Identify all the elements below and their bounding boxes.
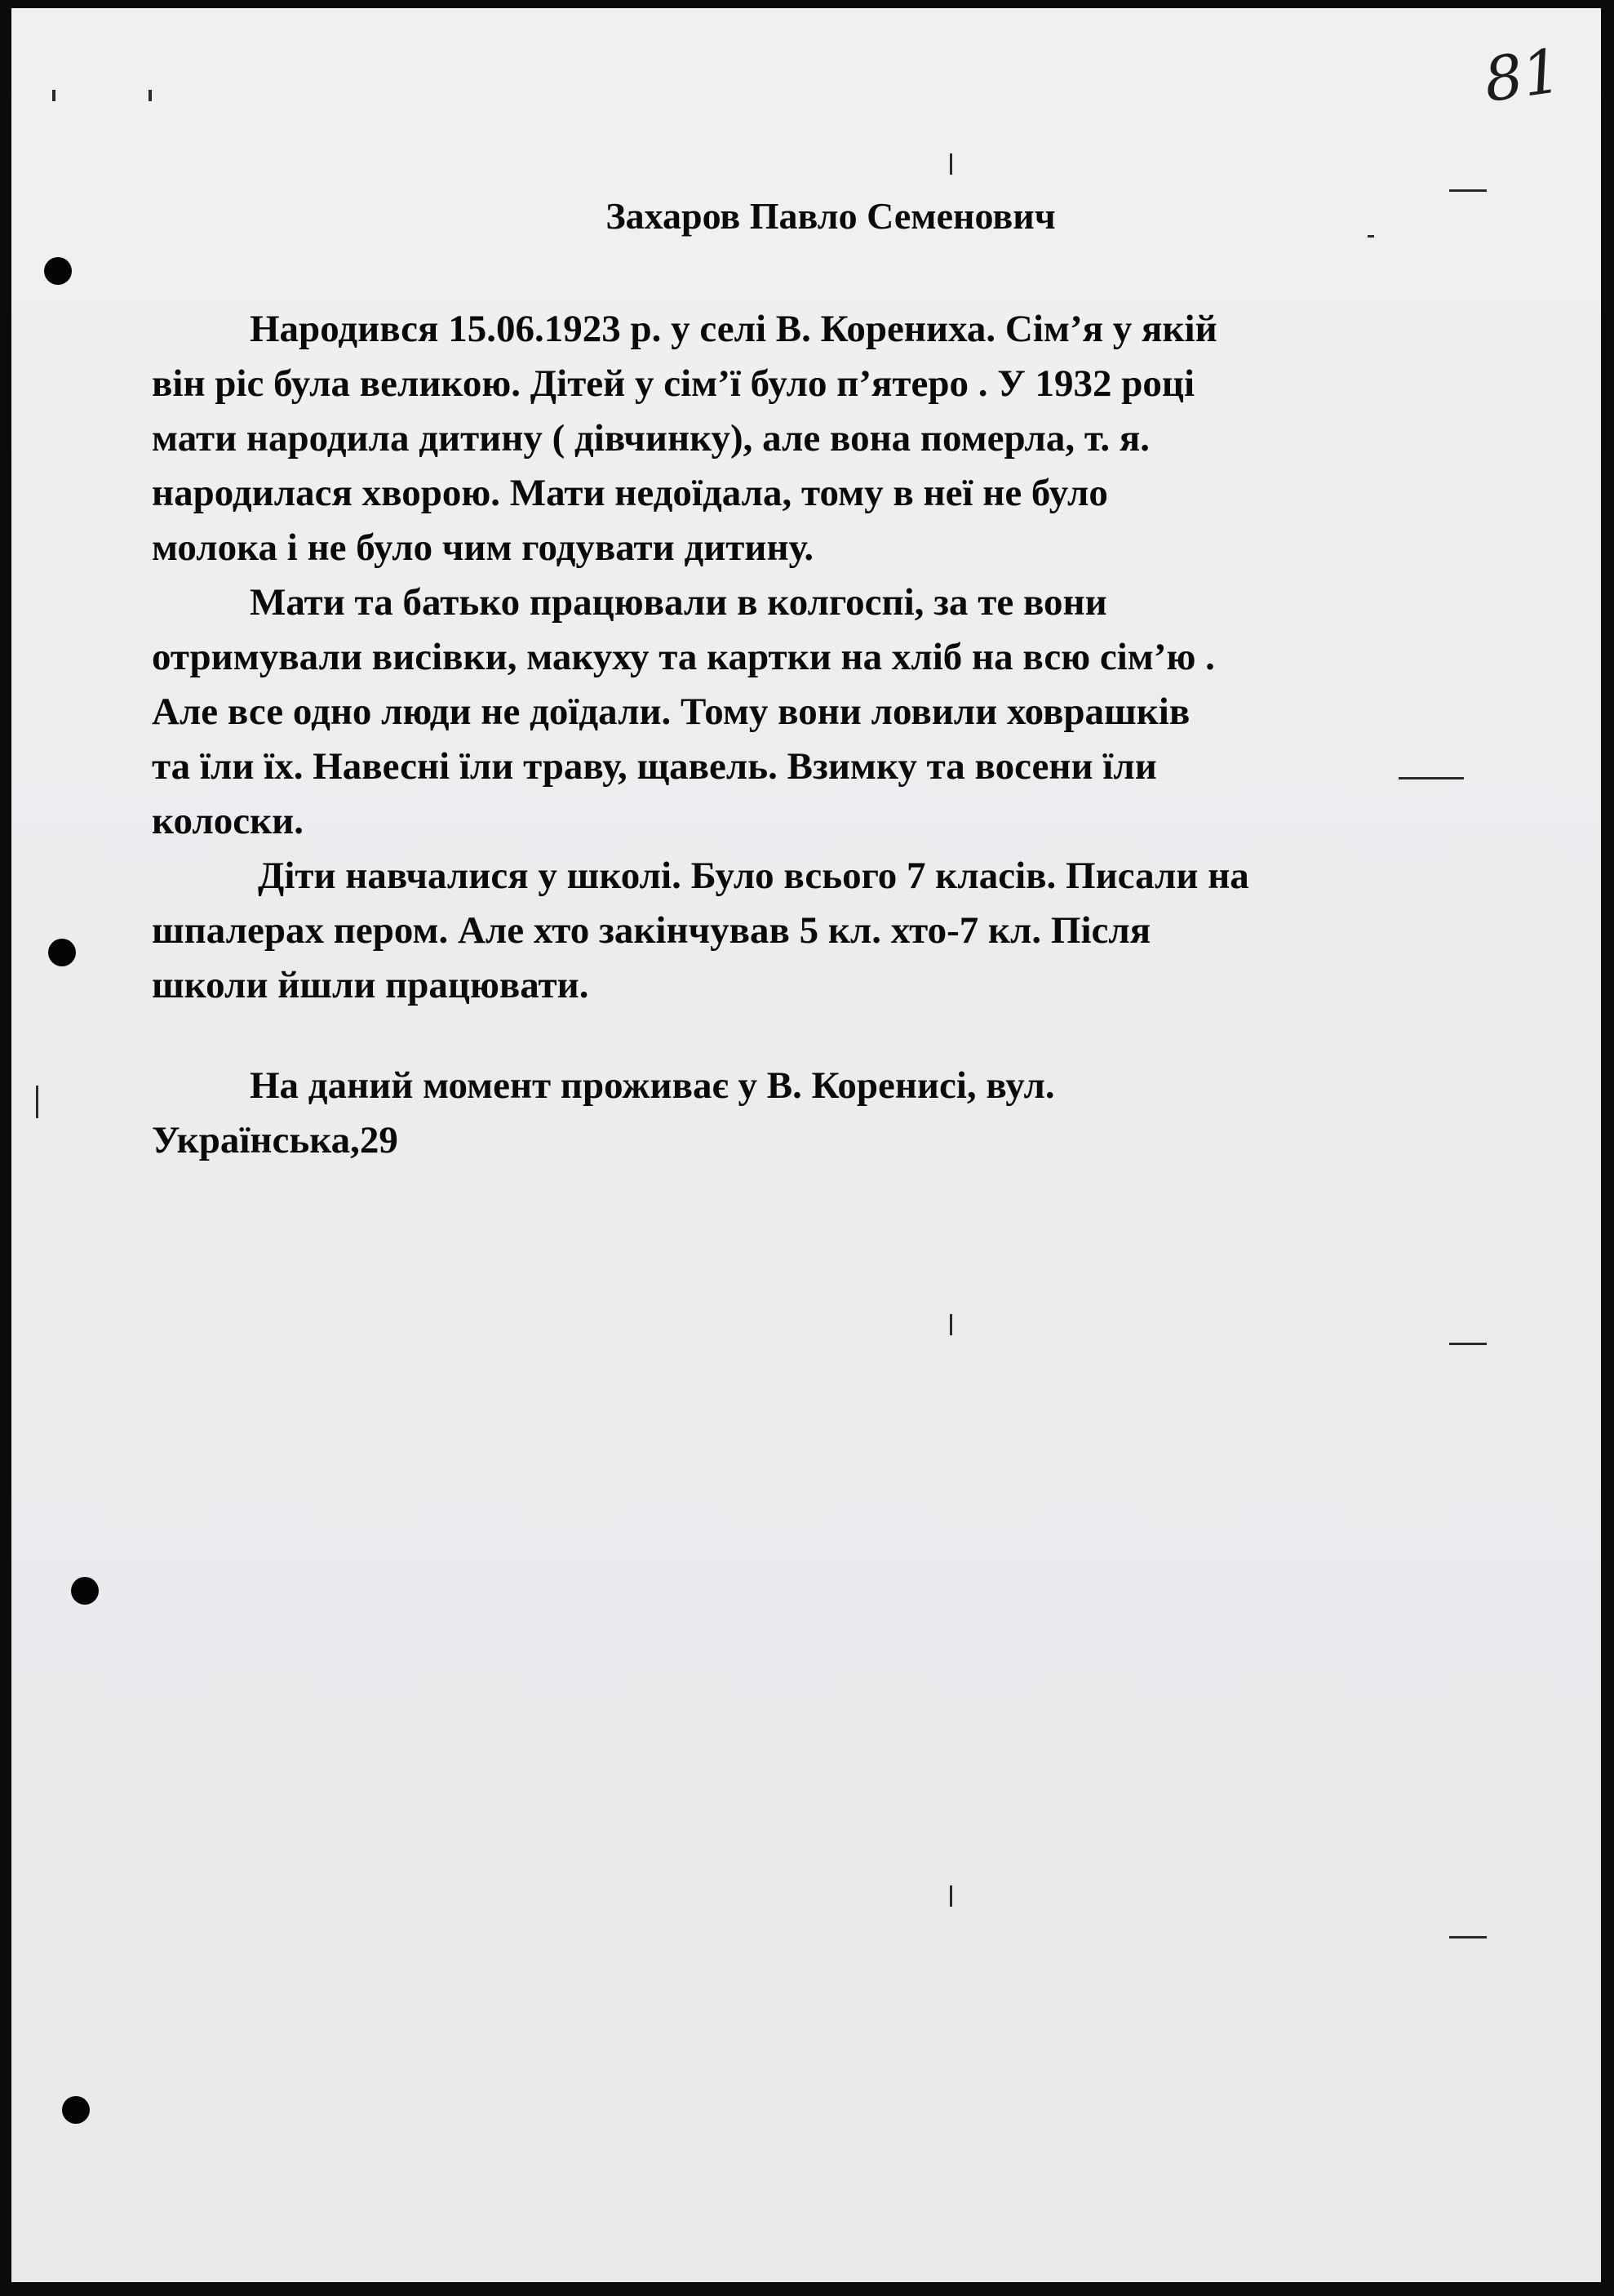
paragraph-3: [152, 849, 1555, 1013]
text-line: Діти навчалися у школі. Було всього 7 класів. Писали на: [258, 855, 1249, 897]
scan-mark: [950, 1885, 952, 1907]
scan-mark: [950, 1314, 952, 1335]
text-line: він ріс була великою. Дітей у сім’ї було п’ятеро . У 1932 році: [152, 362, 1195, 405]
scan-mark: [36, 1086, 38, 1118]
paper-sheet: [11, 8, 1601, 2282]
document-body: [152, 302, 1555, 1168]
scan-mark: [1449, 1343, 1487, 1345]
paragraph-2: [152, 575, 1555, 849]
document-title: Захаров Павло Семенович: [605, 195, 1056, 237]
text-line: школи йшли працювати.: [152, 964, 589, 1006]
binder-hole: [71, 1577, 99, 1605]
scan-mark: [52, 90, 55, 101]
text-line: молока і не було чим годувати дитину.: [152, 526, 814, 569]
text-line: Народився 15.06.1923 р. у селі В. Корениха. Сім’я у якій: [250, 308, 1217, 350]
scan-mark: [950, 153, 952, 175]
text-line: народилася хворою. Мати недоїдала, тому в неї не було: [152, 472, 1108, 514]
text-line: Мати та батько працювали в колгоспі, за те вони: [250, 581, 1107, 624]
text-line: мати народила дитину ( дівчинку), але вона померла, т. я.: [152, 417, 1151, 460]
paragraph-spacer: [152, 1013, 1555, 1059]
binder-hole: [48, 939, 76, 966]
paragraph-4: [152, 1059, 1555, 1168]
scan-mark: [1449, 1936, 1487, 1938]
scan-mark: [149, 90, 152, 101]
binder-hole: [62, 2096, 90, 2124]
text-line: На даний момент проживає у В. Коренисі, вул.: [250, 1064, 1055, 1107]
scan-mark: [1449, 189, 1487, 192]
text-line: Українська,29: [152, 1119, 398, 1161]
text-line: та їли їх. Навесні їли траву, щавель. Взимку та восени їли: [152, 745, 1157, 788]
text-line: Але все одно люди не доїдали. Тому вони ловили ховрашків: [152, 691, 1191, 733]
paragraph-1: [152, 302, 1555, 575]
handwritten-page-number: 81: [1479, 35, 1566, 117]
binder-hole: [44, 257, 72, 285]
text-line: колоски.: [152, 800, 304, 842]
text-line: шпалерах пером. Але хто закінчував 5 кл. хто-7 кл. Після: [152, 909, 1151, 952]
text-line: отримували висівки, макуху та картки на хліб на всю сім’ю .: [152, 636, 1215, 678]
